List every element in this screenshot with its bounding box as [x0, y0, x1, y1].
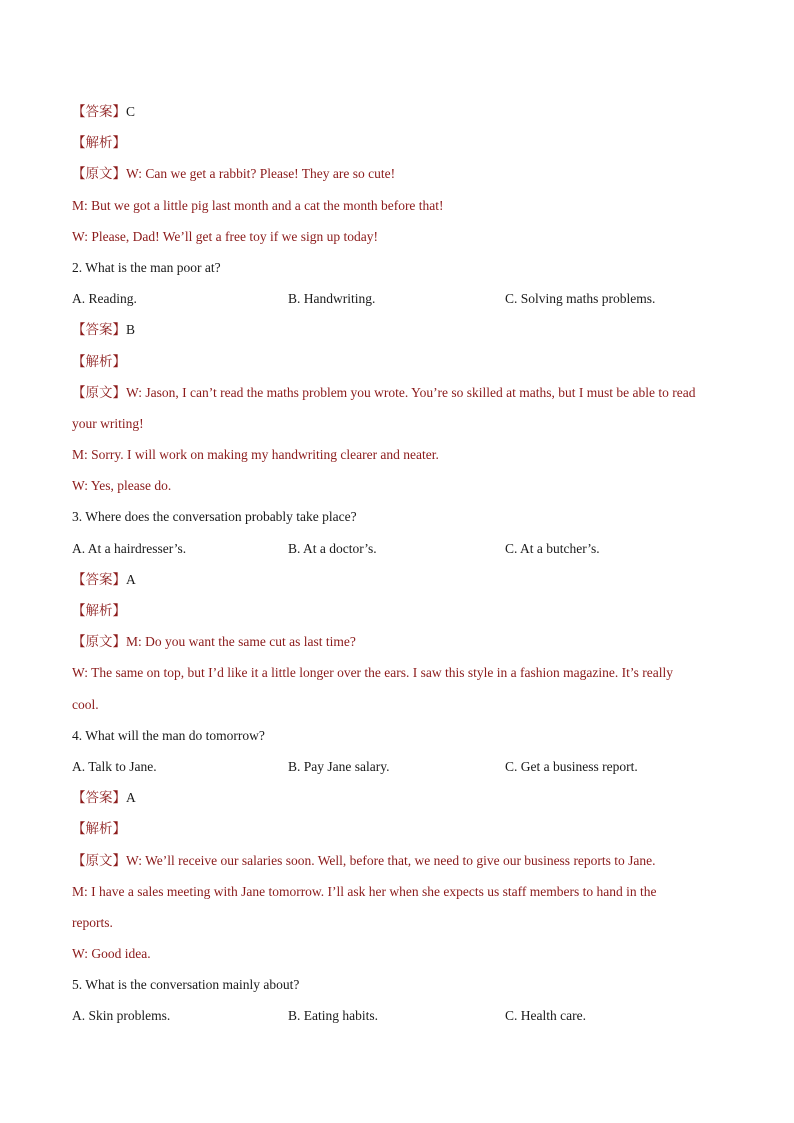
analysis-tag: 【解析】 [72, 135, 126, 151]
q1-analysis-line [72, 127, 732, 158]
q2-transcript-line-1b: your writing! [72, 415, 144, 431]
q1-answer-line [72, 96, 732, 127]
transcript-tag: 【原文】 [72, 634, 126, 650]
q2-option-c: C. Solving maths problems. [505, 291, 656, 307]
q1-transcript-line-3: W: Please, Dad! We’ll get a free toy if we sign up today! [72, 228, 378, 244]
document-page [72, 96, 732, 1032]
analysis-tag: 【解析】 [72, 821, 126, 837]
q3-answer-line [72, 564, 732, 595]
answer-tag: 【答案】 [72, 322, 126, 338]
q4-transcript-line-1 [72, 845, 732, 876]
q2-option-a: A. Reading. [72, 291, 137, 307]
q2-transcript-line-3: W: Yes, please do. [72, 478, 172, 494]
q4-option-a: A. Talk to Jane. [72, 758, 157, 774]
answer-tag: 【答案】 [72, 571, 126, 587]
q3-option-a: A. At a hairdresser’s. [72, 540, 187, 556]
q3-question: 3. Where does the conversation probably take place? [72, 509, 357, 525]
q3-option-b: B. At a doctor’s. [288, 540, 377, 556]
q3-transcript-text-1: M: Do you want the same cut as last time? [126, 634, 356, 650]
q1-answer-value: C [126, 104, 136, 119]
q2-transcript-text-1: W: Jason, I can’t read the maths problem you wrote. You’re so skilled at maths, but I must be able to read [126, 384, 696, 400]
q1-transcript-line-2: M: But we got a little pig last month and a cat the month before that! [72, 197, 444, 213]
q4-transcript-text-1: W: We’ll receive our salaries soon. Well, before that, we need to give our business reports to Jane. [126, 852, 656, 868]
q3-option-c: C. At a butcher’s. [505, 540, 600, 556]
q4-question: 4. What will the man do tomorrow? [72, 727, 265, 743]
q3-answer-value: A [126, 571, 136, 587]
q2-answer-value: B [126, 322, 136, 338]
q4-transcript-line-2b: reports. [72, 914, 113, 930]
q1-transcript-line-1 [72, 158, 732, 189]
q5-option-c: C. Health care. [505, 1008, 586, 1024]
q4-option-b: B. Pay Jane salary. [288, 758, 390, 774]
q4-option-c: C. Get a business report. [505, 758, 638, 774]
q5-question: 5. What is the conversation mainly about? [72, 977, 300, 993]
q2-transcript-line-1 [72, 377, 732, 408]
q4-analysis-line [72, 813, 732, 844]
answer-tag: 【答案】 [72, 790, 126, 806]
q5-option-a: A. Skin problems. [72, 1008, 171, 1024]
q4-transcript-line-3: W: Good idea. [72, 946, 151, 962]
answer-tag: 【答案】 [72, 104, 126, 119]
q3-transcript-line-2: W: The same on top, but I’d like it a little longer over the ears. I saw this style in a fashion magazine. It’s really [72, 665, 673, 681]
q3-transcript-line-1 [72, 626, 732, 657]
q3-options [72, 533, 732, 564]
q2-option-b: B. Handwriting. [288, 291, 376, 307]
q4-answer-line [72, 782, 732, 813]
q5-option-b: B. Eating habits. [288, 1008, 378, 1024]
transcript-tag: 【原文】 [72, 852, 126, 868]
q4-transcript-line-2: M: I have a sales meeting with Jane tomorrow. I’ll ask her when she expects us staff members to hand in the [72, 883, 657, 899]
q2-options [72, 283, 732, 314]
q2-analysis-line [72, 346, 732, 377]
q2-question: 2. What is the man poor at? [72, 259, 221, 275]
analysis-tag: 【解析】 [72, 353, 126, 369]
q3-analysis-line [72, 595, 732, 626]
q5-options [72, 1000, 732, 1031]
q3-transcript-line-2b: cool. [72, 696, 99, 712]
q2-answer-line [72, 314, 732, 345]
transcript-tag: 【原文】 [72, 166, 126, 182]
q4-answer-value: A [126, 790, 136, 806]
analysis-tag: 【解析】 [72, 603, 126, 618]
transcript-tag: 【原文】 [72, 384, 126, 400]
q2-transcript-line-2: M: Sorry. I will work on making my handwriting clearer and neater. [72, 447, 439, 463]
q4-options [72, 751, 732, 782]
q1-transcript-text-1: W: Can we get a rabbit? Please! They are so cute! [126, 166, 396, 182]
